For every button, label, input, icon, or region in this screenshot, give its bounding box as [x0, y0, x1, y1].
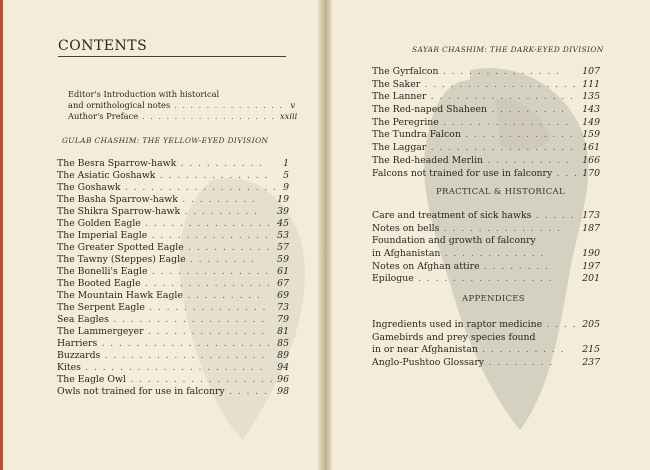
- entry-title: The Shikra Sparrow-hawk: [57, 206, 181, 217]
- toc-entry: The Eagle Owl . . . . . . . . . . . . . . . . . 96: [57, 374, 289, 385]
- toc-entry: Ingredients used in raptor medicine . . . . 205: [372, 319, 600, 330]
- page-number: 98: [277, 386, 289, 397]
- toc-entry: The Goshawk . . . . . . . . . . . . . . . . . . 9: [57, 182, 289, 193]
- yellow-eyed-list: [57, 158, 289, 398]
- toc-entry: The Tundra Falcon . . . . . . . . . . . . . 159: [372, 129, 600, 141]
- page-number: 215: [582, 344, 600, 356]
- page-number: xxiii: [280, 111, 298, 121]
- toc-entry: Care and treatment of sick hawks . . . . . 173: [372, 210, 600, 221]
- toc-entry: The Shikra Sparrow-hawk . . . . . . . . . 39: [57, 206, 289, 217]
- toc-entry: Gamebirds and prey species found in or near Afghanistan . . . . . . . . . . 215: [372, 331, 600, 356]
- toc-entry: Notes on bells . . . . . . . . . . . . . . 187: [372, 222, 600, 234]
- page-number: 111: [582, 78, 600, 90]
- entry-title-continued: in or near Afghanistan: [372, 344, 478, 356]
- entry-title: Foundation and growth of falconry: [372, 235, 536, 247]
- practical-list: [372, 210, 600, 286]
- entry-title: The Saker: [372, 78, 421, 90]
- page-number: 81: [277, 326, 289, 337]
- page-number: 57: [277, 242, 289, 253]
- section-heading-appendices: APPENDICES: [462, 294, 525, 304]
- toc-entry: Buzzards . . . . . . . . . . . . . . . . . . . 89: [57, 350, 289, 361]
- toc-entry: The Greater Spotted Eagle . . . . . . . . . . 57: [57, 242, 289, 253]
- entry-title: The Goshawk: [57, 182, 121, 193]
- entry-title: Gamebirds and prey species found: [372, 331, 536, 343]
- entry-title: Ingredients used in raptor medicine: [372, 319, 543, 330]
- entry-title: Care and treatment of sick hawks: [372, 210, 532, 221]
- page-number: 237: [582, 357, 600, 369]
- page-number: 19: [277, 194, 289, 205]
- page-number: 159: [582, 129, 600, 141]
- entry-title: Falcons not trained for use in falconry: [372, 167, 553, 179]
- page-number: 149: [582, 116, 600, 128]
- page-number: 205: [582, 319, 600, 330]
- page-number: 59: [277, 254, 289, 265]
- entry-title: The Red-headed Merlin: [372, 154, 484, 166]
- page-number: 96: [277, 374, 289, 385]
- page-number: 197: [582, 260, 600, 272]
- entry-title: The Tawny (Steppes) Eagle: [57, 254, 186, 265]
- page-number: 190: [582, 248, 600, 260]
- toc-entry: Foundation and growth of falconry in Afghanistan . . . . . . . . . . . . 190: [372, 235, 600, 260]
- page-number: v: [290, 100, 295, 110]
- entry-title: The Basha Sparrow-hawk: [57, 194, 178, 205]
- toc-entry: Notes on Afghan attire . . . . . . . . 197: [372, 260, 600, 272]
- page-number: 89: [277, 350, 289, 361]
- entry-title: The Golden Eagle: [57, 218, 141, 229]
- entry-title: Owls not trained for use in falconry: [57, 386, 225, 397]
- entry-title: The Mountain Hawk Eagle: [57, 290, 183, 301]
- entry-title: The Besra Sparrow-hawk: [57, 158, 177, 169]
- entry-title: Anglo-Pushtoo Glossary: [372, 357, 485, 369]
- page-number: 161: [582, 142, 600, 154]
- page-number: 94: [277, 362, 289, 373]
- intro-entry-preface: Author's Preface . . . . . . . . . . . . . . . . . xxiii: [68, 111, 298, 121]
- toc-entry: The Lanner . . . . . . . . . . . . . . . . . 135: [372, 91, 600, 103]
- toc-entry: The Asiatic Goshawk . . . . . . . . . . . . . 5: [57, 170, 289, 181]
- page-number: 45: [277, 218, 289, 229]
- toc-entry: The Mountain Hawk Eagle . . . . . . . . . 69: [57, 290, 289, 301]
- entry-title: The Red-naped Shaheen: [372, 104, 488, 116]
- entry-title: The Gyrfalcon: [372, 66, 439, 77]
- page-number: 79: [277, 314, 289, 325]
- entry-title: The Asiatic Goshawk: [57, 170, 156, 181]
- toc-entry: The Red-headed Merlin . . . . . . . . . . 166: [372, 154, 600, 166]
- page-number: 9: [283, 182, 289, 193]
- page-number: 53: [277, 230, 289, 241]
- appendices-list: [372, 319, 600, 370]
- toc-entry: The Lammergeyer . . . . . . . . . . . . . . 81: [57, 326, 289, 337]
- toc-entry: Falcons not trained for use in falconry . . . 170: [372, 167, 600, 179]
- entry-title-continued: in Afghanistan: [372, 248, 441, 260]
- entry-title: The Eagle Owl: [57, 374, 126, 385]
- intro-entry-editors: Editor's Introduction with historical and ornithological notes . . . . . . . . . . . . . . v: [68, 89, 295, 110]
- entry-title: The Lanner: [372, 91, 427, 103]
- page-number: 170: [582, 167, 600, 179]
- page-number: 67: [277, 278, 289, 289]
- entry-title: The Tundra Falcon: [372, 129, 461, 141]
- toc-entry: The Peregrine . . . . . . . . . . . . . . . 149: [372, 116, 600, 128]
- entry-title: The Bonelli's Eagle: [57, 266, 148, 277]
- page-number: 143: [582, 104, 600, 116]
- page-number: 61: [277, 266, 289, 277]
- toc-entry: The Saker . . . . . . . . . . . . . . . . . . 111: [372, 78, 600, 90]
- entry-title: The Greater Spotted Eagle: [57, 242, 184, 253]
- book-gutter: [318, 0, 332, 470]
- page-number: 135: [582, 91, 600, 103]
- entry-title: Epilogue: [372, 273, 414, 285]
- toc-entry: Sea Eagles . . . . . . . . . . . . . . . . . . 79: [57, 314, 289, 325]
- toc-entry: Owls not trained for use in falconry . . . . . 98: [57, 386, 289, 397]
- dark-eyed-list: [372, 66, 600, 180]
- toc-entry: The Tawny (Steppes) Eagle . . . . . . . . 59: [57, 254, 289, 265]
- entry-title: The Booted Eagle: [57, 278, 141, 289]
- page-number: 1: [283, 158, 289, 169]
- toc-entry: The Besra Sparrow-hawk . . . . . . . . . . 1: [57, 158, 289, 169]
- toc-entry: Epilogue . . . . . . . . . . . . . . . . 201: [372, 273, 600, 285]
- entry-title: Sea Eagles: [57, 314, 109, 325]
- entry-title: Notes on Afghan attire: [372, 260, 480, 272]
- entry-title: The Lammergeyer: [57, 326, 144, 337]
- toc-entry: The Basha Sparrow-hawk . . . . . . . . . 19: [57, 194, 289, 205]
- toc-entry: Kites . . . . . . . . . . . . . . . . . . . . . 94: [57, 362, 289, 373]
- toc-entry: The Red-naped Shaheen . . . . . . . . . 143: [372, 104, 600, 116]
- page-number: 107: [582, 66, 600, 77]
- toc-entry: The Laggar . . . . . . . . . . . . . . . . . 161: [372, 142, 600, 154]
- entry-title: The Laggar: [372, 142, 427, 154]
- entry-title: Kites: [57, 362, 81, 373]
- intro-line2: and ornithological notes: [68, 100, 171, 110]
- section-heading-practical: PRACTICAL & HISTORICAL: [436, 187, 565, 197]
- toc-entry: The Bonelli's Eagle . . . . . . . . . . . . . . 61: [57, 266, 289, 277]
- contents-heading: CONTENTS: [58, 38, 148, 54]
- entry-title: The Peregrine: [372, 116, 439, 128]
- page-number: 201: [582, 273, 600, 285]
- page-number: 39: [277, 206, 289, 217]
- toc-entry: The Booted Eagle . . . . . . . . . . . . . . . 67: [57, 278, 289, 289]
- page-number: 187: [582, 222, 600, 234]
- intro-line1: Editor's Introduction with historical: [68, 89, 220, 99]
- page-number: 73: [277, 302, 289, 313]
- toc-entry: The Golden Eagle . . . . . . . . . . . . . . . 45: [57, 218, 289, 229]
- entry-title: The Serpent Eagle: [57, 302, 145, 313]
- toc-entry: Anglo-Pushtoo Glossary . . . . . . . . 237: [372, 357, 600, 369]
- page-number: 5: [283, 170, 289, 181]
- page-number: 166: [582, 154, 600, 166]
- entry-title: Buzzards: [57, 350, 101, 361]
- toc-entry: The Gyrfalcon . . . . . . . . . . . . . . 107: [372, 66, 600, 77]
- entry-title: Harriers: [57, 338, 98, 349]
- toc-entry: The Serpent Eagle . . . . . . . . . . . . . . 73: [57, 302, 289, 313]
- entry-title: Notes on bells: [372, 222, 440, 234]
- page-number: 173: [582, 210, 600, 221]
- section-heading-yellow-eyed: GULAB CHASHIM: THE YELLOW-EYED DIVISION: [62, 136, 269, 145]
- toc-entry: Harriers . . . . . . . . . . . . . . . . . . . . 85: [57, 338, 289, 349]
- heading-rule: [58, 56, 286, 57]
- intro-title: Author's Preface: [68, 111, 139, 121]
- entry-title: The Imperial Eagle: [57, 230, 148, 241]
- toc-entry: The Imperial Eagle . . . . . . . . . . . . . . 53: [57, 230, 289, 241]
- page-number: 69: [277, 290, 289, 301]
- section-heading-dark-eyed: SAYAR CHASHIM: THE DARK-EYED DIVISION: [412, 45, 604, 54]
- page-number: 85: [277, 338, 289, 349]
